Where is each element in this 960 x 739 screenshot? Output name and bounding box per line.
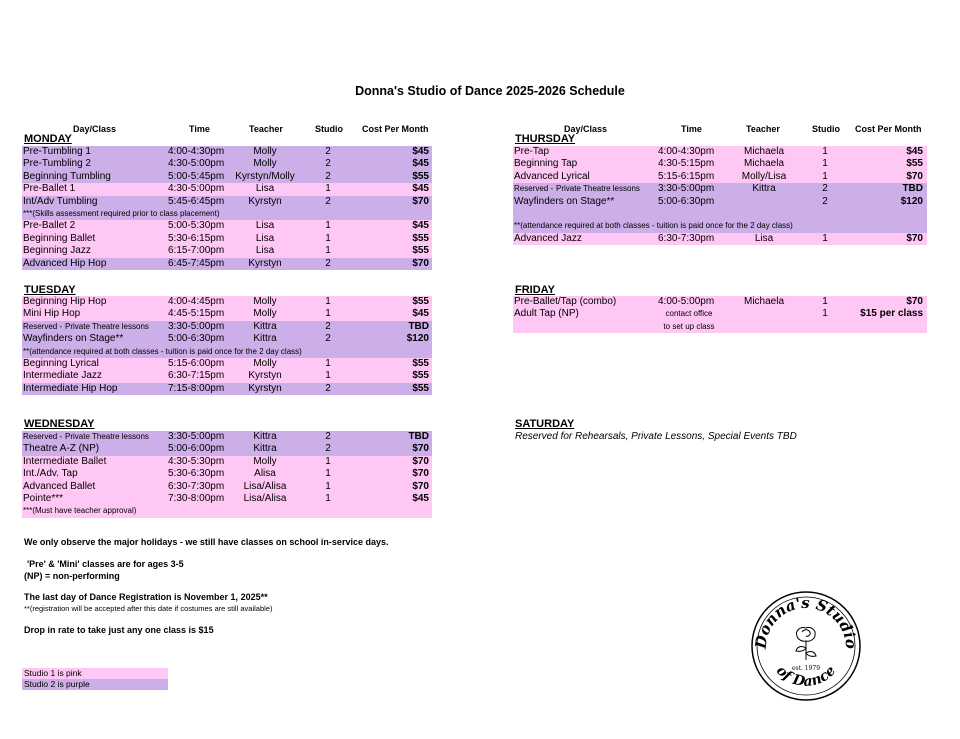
- class-name: Beginning Jazz: [23, 245, 91, 257]
- header-teacher: Teacher: [746, 124, 780, 134]
- schedule-row: [22, 383, 432, 395]
- cell-studio: 2: [822, 195, 828, 207]
- legend-studio-1: Studio 1 is pink: [22, 668, 168, 679]
- cell-teacher: Lisa/Alisa: [243, 493, 287, 504]
- cell-cost: $55: [906, 158, 923, 170]
- schedule-row: [22, 245, 432, 257]
- class-prefix: Reserved -: [23, 432, 63, 441]
- schedule-row: [513, 196, 927, 208]
- schedule-row: [22, 358, 432, 370]
- cell-time: 4:45-5:15pm: [168, 308, 225, 320]
- class-name: Pre-Tap: [514, 146, 550, 157]
- cell-cost: $55: [412, 170, 429, 182]
- cell-studio: 1: [325, 245, 331, 257]
- schedule-row: [513, 296, 927, 308]
- cell-cost: $55: [412, 296, 429, 307]
- class-name: Intermediate Jazz: [23, 370, 102, 382]
- header-time: Time: [189, 124, 210, 134]
- cell-studio: 1: [325, 308, 331, 320]
- cell-time: 4:30-5:00pm: [168, 158, 225, 170]
- cell-studio: 1: [822, 308, 828, 320]
- note-text: **(attendance required at both classes - tuition is paid once for the 2 day class): [514, 221, 793, 231]
- cell-teacher: Molly: [253, 146, 277, 157]
- schedule-row: [22, 196, 432, 208]
- cell-studio: 1: [325, 455, 331, 467]
- header-studio: Studio: [812, 124, 840, 134]
- header-dayclass: Day/Class: [564, 124, 608, 134]
- cell-cost: $45: [412, 220, 429, 232]
- registration-subnote: **(registration will be accepted after this date if costumes are still available): [24, 604, 273, 613]
- cell-cost: $70: [906, 232, 923, 244]
- cell-teacher: Lisa: [754, 232, 774, 244]
- np-note: (NP) = non-performing: [24, 571, 120, 581]
- schedule-row: [513, 233, 927, 245]
- schedule-row: [22, 370, 432, 382]
- class-name: Beginning Hip Hop: [23, 296, 107, 307]
- schedule-row: [22, 146, 432, 158]
- cell-teacher: Lisa: [255, 245, 275, 257]
- cell-teacher: Kyrstyn: [248, 257, 282, 269]
- cell-teacher: Kittra: [253, 443, 277, 455]
- cell-teacher: Kyrstyn/Molly: [235, 170, 295, 182]
- cell-time: 5:00-6:00pm: [168, 443, 225, 455]
- cell-studio: 2: [822, 183, 828, 195]
- day-wednesday: WEDNESDAY: [24, 418, 95, 430]
- class-prefix: Reserved -: [514, 184, 554, 194]
- cell-time: 5:15-6:00pm: [168, 358, 225, 369]
- schedule-row: [22, 258, 432, 270]
- cell-time: 5:00-5:45pm: [168, 170, 225, 182]
- cell-studio: 2: [325, 170, 331, 182]
- cell-teacher: Kittra: [752, 183, 776, 195]
- cell-cost: $45: [412, 493, 429, 504]
- class-name: Pre-Ballet/Tap (combo): [514, 296, 617, 307]
- cell-cost: $70: [412, 455, 429, 467]
- cell-cost: $120: [900, 195, 923, 207]
- cell-teacher: Michaela: [743, 158, 785, 170]
- cell-teacher: Kittra: [253, 431, 277, 442]
- class-name: Int./Adv. Tap: [23, 468, 78, 480]
- schedule-row: [22, 321, 432, 333]
- ages-note: 'Pre' & 'Mini' classes are for ages 3-5: [27, 559, 184, 569]
- schedule-row: [513, 171, 927, 183]
- cell-teacher: Molly: [253, 296, 277, 307]
- cell-cost: $70: [412, 195, 429, 207]
- cell-cost: $120: [406, 333, 429, 345]
- schedule-row: [22, 308, 432, 320]
- note-row: [22, 346, 432, 358]
- cell-time: 5:15-6:15pm: [658, 170, 715, 182]
- schedule-row: [513, 146, 927, 158]
- cell-teacher: Michaela: [743, 146, 785, 157]
- cell-cost: $15 per class: [860, 308, 923, 320]
- cell-studio: 1: [822, 146, 828, 157]
- schedule-row: [22, 443, 432, 455]
- cell-time: to set up class: [663, 321, 715, 331]
- cell-time: 3:30-5:00pm: [168, 320, 225, 332]
- schedule-row: [22, 296, 432, 308]
- legend-studio-2: Studio 2 is purple: [22, 679, 168, 690]
- cell-teacher: Michaela: [743, 296, 785, 307]
- cell-time: 4:00-4:45pm: [168, 296, 225, 307]
- cell-studio: 1: [822, 232, 828, 244]
- schedule-row: [22, 171, 432, 183]
- cell-studio: 1: [325, 493, 331, 504]
- cell-time: 6:30-7:30pm: [168, 480, 225, 492]
- class-name: Beginning Tumbling: [23, 170, 111, 182]
- cell-studio: 1: [325, 183, 331, 195]
- cell-cost: $55: [412, 232, 429, 244]
- logo-text-bottom: of Dance: [772, 662, 840, 691]
- cell-cost: $70: [906, 296, 923, 307]
- schedule-row: [22, 333, 432, 345]
- schedule-row: [22, 468, 432, 480]
- cell-time: 7:30-8:00pm: [168, 493, 225, 504]
- class-name: Wayfinders on Stage**: [514, 195, 615, 207]
- cell-studio: 1: [325, 468, 331, 480]
- schedule-row: [22, 183, 432, 195]
- cell-time: 5:00-6:30pm: [168, 333, 225, 345]
- page-title: Donna's Studio of Dance 2025-2026 Schedule: [355, 84, 625, 98]
- cell-cost: $55: [412, 370, 429, 382]
- note-text: ***(Skills assessment required prior to class placement): [23, 209, 220, 218]
- cell-cost: $45: [906, 146, 923, 157]
- cell-studio: 2: [325, 382, 331, 394]
- cell-cost: $70: [906, 170, 923, 182]
- class-name: Pointe***: [23, 493, 64, 504]
- cell-cost: $45: [412, 146, 429, 157]
- cell-teacher: Lisa: [255, 183, 275, 195]
- schedule-row: [22, 431, 432, 443]
- cell-teacher: Alisa: [254, 468, 276, 480]
- cell-cost: TBD: [902, 183, 923, 195]
- class-name: Mini Hip Hop: [23, 308, 81, 320]
- class-name: Theatre A-Z (NP): [23, 443, 100, 455]
- schedule-row: [22, 220, 432, 232]
- class-name: Pre-Tumbling 2: [23, 158, 91, 170]
- cell-studio: 2: [325, 333, 331, 345]
- cell-cost: $70: [412, 443, 429, 455]
- class-name: Intermediate Ballet: [23, 455, 107, 467]
- class-name: Int/Adv Tumbling: [23, 195, 98, 207]
- cell-time: 6:45-7:45pm: [168, 257, 225, 269]
- schedule-row: [22, 456, 432, 468]
- class-name: Advanced Jazz: [514, 232, 582, 244]
- class-name: Wayfinders on Stage**: [23, 333, 124, 345]
- cell-time: 4:30-5:15pm: [658, 158, 715, 170]
- cell-time: 5:00-6:30pm: [658, 195, 715, 207]
- cell-studio: 2: [325, 146, 331, 157]
- cell-studio: 1: [325, 220, 331, 232]
- cell-cost: $70: [412, 257, 429, 269]
- cell-cost: $45: [412, 158, 429, 170]
- note-row: [513, 208, 927, 220]
- class-name: Beginning Lyrical: [23, 358, 99, 369]
- cell-teacher: Kyrstyn: [248, 195, 282, 207]
- studio-logo: [750, 590, 862, 702]
- cell-studio: 1: [822, 170, 828, 182]
- cell-time: 6:15-7:00pm: [168, 245, 225, 257]
- schedule-row: [513, 308, 927, 320]
- class-name: Private Theatre lessons: [65, 432, 149, 441]
- note-row: [513, 220, 927, 232]
- class-name: Beginning Ballet: [23, 232, 96, 244]
- cell-time: 4:00-4:30pm: [168, 146, 225, 157]
- class-name: Adult Tap (NP): [514, 308, 579, 320]
- logo-text-top: Donna's Studio: [751, 593, 861, 650]
- header-dayclass: Day/Class: [73, 124, 117, 134]
- cell-teacher: Kyrstyn: [248, 382, 282, 394]
- schedule-row: [513, 321, 927, 333]
- cell-time: 4:00-5:00pm: [658, 296, 715, 307]
- cell-cost: $70: [412, 480, 429, 492]
- class-name: Pre-Tumbling 1: [23, 146, 91, 157]
- cell-studio: 2: [325, 195, 331, 207]
- cell-cost: $45: [412, 183, 429, 195]
- cell-studio: 2: [325, 158, 331, 170]
- day-saturday: SATURDAY: [515, 418, 575, 430]
- class-name: Advanced Lyrical: [514, 170, 590, 182]
- cell-studio: 2: [325, 257, 331, 269]
- cell-time: 5:30-6:15pm: [168, 232, 225, 244]
- cell-cost: $55: [412, 382, 429, 394]
- cell-teacher: Kittra: [253, 333, 277, 345]
- cell-time: 7:15-8:00pm: [168, 382, 225, 394]
- header-teacher: Teacher: [249, 124, 283, 134]
- cell-teacher: Kyrstyn: [248, 370, 282, 382]
- schedule-row: [513, 158, 927, 170]
- cell-time: 4:30-5:00pm: [168, 183, 225, 195]
- note-row: [22, 505, 432, 517]
- class-name: Pre-Ballet 1: [23, 183, 76, 195]
- cell-studio: 1: [325, 296, 331, 307]
- cell-teacher: Lisa: [255, 220, 275, 232]
- day-friday: FRIDAY: [515, 284, 555, 296]
- schedule-row: [513, 183, 927, 195]
- cell-studio: 2: [325, 320, 331, 332]
- cell-time: 5:30-6:30pm: [168, 468, 225, 480]
- cell-cost: $55: [412, 245, 429, 257]
- cell-cost: $55: [412, 358, 429, 369]
- cell-cost: $70: [412, 468, 429, 480]
- class-name: Advanced Ballet: [23, 480, 96, 492]
- holidays-note: We only observe the major holidays - we still have classes on school in-service days.: [24, 537, 389, 547]
- cell-time: contact office: [665, 309, 713, 319]
- class-prefix: Reserved -: [23, 321, 63, 331]
- cell-cost: $45: [412, 308, 429, 320]
- cell-studio: 1: [325, 232, 331, 244]
- drop-in-note: Drop in rate to take just any one class is $15: [24, 625, 214, 635]
- header-cost: Cost Per Month: [362, 124, 429, 134]
- cell-time: 3:30-5:00pm: [168, 431, 225, 442]
- cell-cost: TBD: [408, 431, 429, 442]
- cell-time: 5:00-5:30pm: [168, 220, 225, 232]
- cell-time: 6:30-7:15pm: [168, 370, 225, 382]
- cell-studio: 2: [325, 431, 331, 442]
- class-name: Intermediate Hip Hop: [23, 382, 118, 394]
- day-tuesday: TUESDAY: [24, 284, 76, 296]
- cell-teacher: Molly: [253, 308, 277, 320]
- cell-studio: 1: [325, 480, 331, 492]
- logo-est: est. 1979: [791, 665, 821, 672]
- cell-time: 3:30-5:00pm: [658, 183, 715, 195]
- header-studio: Studio: [315, 124, 343, 134]
- cell-teacher: Molly: [253, 358, 277, 369]
- header-cost: Cost Per Month: [855, 124, 922, 134]
- note-row: [22, 208, 432, 220]
- schedule-row: [22, 158, 432, 170]
- note-text: ***(Must have teacher approval): [23, 506, 137, 516]
- class-name: Beginning Tap: [514, 158, 578, 170]
- day-thursday: THURSDAY: [515, 133, 576, 145]
- schedule-row: [22, 493, 432, 505]
- schedule-row: [22, 233, 432, 245]
- cell-time: 5:45-6:45pm: [168, 195, 225, 207]
- cell-studio: 1: [822, 296, 828, 307]
- class-name: Advanced Hip Hop: [23, 257, 107, 269]
- header-time: Time: [681, 124, 702, 134]
- cell-teacher: Molly: [253, 158, 277, 170]
- cell-teacher: Molly/Lisa: [741, 170, 787, 182]
- cell-teacher: Kittra: [253, 320, 277, 332]
- cell-studio: 1: [325, 370, 331, 382]
- cell-cost: TBD: [408, 320, 429, 332]
- class-name: Private Theatre lessons: [556, 184, 640, 194]
- cell-studio: 1: [325, 358, 331, 369]
- cell-teacher: Molly: [253, 455, 277, 467]
- saturday-text: Reserved for Rehearsals, Private Lessons, Special Events TBD: [515, 431, 797, 442]
- schedule-row: [22, 481, 432, 493]
- cell-teacher: Lisa: [255, 232, 275, 244]
- cell-time: 4:00-4:30pm: [658, 146, 715, 157]
- class-name: Private Theatre lessons: [65, 321, 149, 331]
- cell-teacher: Lisa/Alisa: [243, 480, 287, 492]
- cell-time: 4:30-5:30pm: [168, 455, 225, 467]
- cell-studio: 2: [325, 443, 331, 455]
- class-name: Pre-Ballet 2: [23, 220, 76, 232]
- registration-note: The last day of Dance Registration is November 1, 2025**: [24, 592, 268, 602]
- day-monday: MONDAY: [24, 133, 72, 145]
- cell-time: 6:30-7:30pm: [658, 232, 715, 244]
- cell-studio: 1: [822, 158, 828, 170]
- note-text: **(attendance required at both classes - tuition is paid once for the 2 day class): [23, 346, 302, 356]
